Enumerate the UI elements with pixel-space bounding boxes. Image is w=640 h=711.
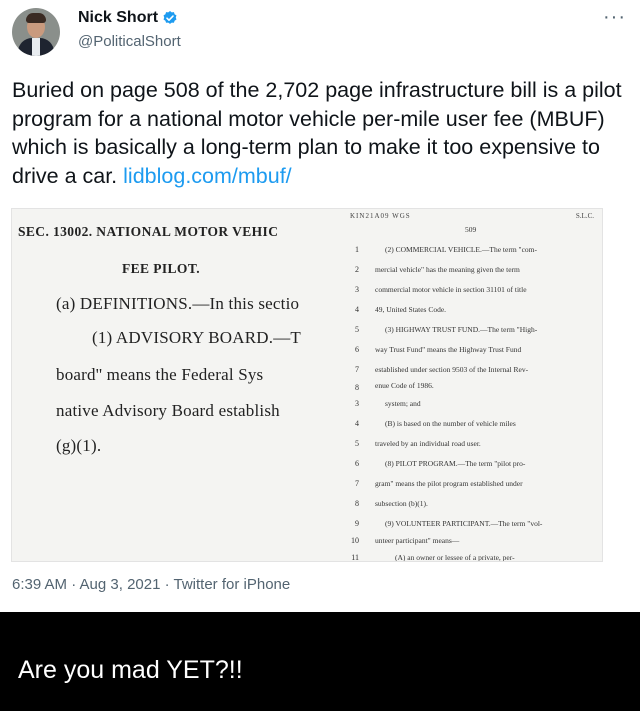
- avatar[interactable]: [12, 8, 60, 56]
- line-number: 3: [355, 285, 359, 294]
- page-number: 509: [465, 225, 477, 234]
- line-number: 11: [351, 553, 359, 562]
- document-left-page: [12, 209, 337, 561]
- document-line: (3) HIGHWAY TRUST FUND.—The term "High-: [385, 325, 538, 334]
- document-line: subsection (b)(1).: [375, 499, 428, 508]
- document-line: (B) is based on the number of vehicle miles: [385, 419, 516, 428]
- author-name[interactable]: Nick Short: [78, 9, 159, 26]
- tweet-body: Buried on page 508 of the 2,702 page infrastructure bill is a pilot program for a national motor vehicle per-mile user fee (MBUF) which is basically a long-term plan to make it too expensive to drive a car.: [12, 78, 622, 188]
- line-number: 10: [351, 536, 359, 545]
- line-number: 5: [355, 325, 359, 334]
- line-number: 8: [355, 499, 359, 508]
- document-line: traveled by an individual road user.: [375, 439, 481, 448]
- document-line: commercial motor vehicle in section 31101 of title: [375, 285, 527, 294]
- line-number: 6: [355, 459, 359, 468]
- more-options-icon[interactable]: ···: [603, 6, 626, 28]
- line-number: 4: [355, 305, 359, 314]
- line-number: 3: [355, 399, 359, 408]
- section-subheading: FEE PILOT.: [122, 261, 201, 276]
- document-line: established under section 9503 of the Internal Rev-: [375, 365, 529, 374]
- document-right-page: [345, 209, 602, 561]
- tweet-text: [12, 76, 622, 190]
- document-line: system; and: [385, 399, 421, 408]
- document-line: (A) an owner or lessee of a private, per-: [395, 553, 515, 562]
- line-number: 4: [355, 419, 359, 428]
- document-line: unteer participant" means—: [375, 536, 460, 545]
- document-line: (8) PILOT PROGRAM.—The term "pilot pro-: [385, 459, 526, 468]
- line-number: 2: [355, 265, 359, 274]
- document-line: (2) COMMERCIAL VEHICLE.—The term "com-: [385, 245, 537, 254]
- document-line: enue Code of 1986.: [375, 381, 434, 390]
- meme-caption: Are you mad YET?!!: [18, 656, 243, 684]
- document-line: (a) DEFINITIONS.—In this sectio: [56, 294, 300, 313]
- page-header-left: KIN21A09 WGS: [350, 212, 411, 220]
- line-number: 7: [355, 365, 359, 374]
- document-line: native Advisory Board establish: [56, 401, 280, 420]
- document-line: (1) ADVISORY BOARD.—T: [92, 328, 301, 347]
- line-number: 8: [355, 383, 359, 392]
- attached-image[interactable]: [11, 208, 603, 562]
- line-number: 1: [355, 245, 359, 254]
- document-line: (9) VOLUNTEER PARTICIPANT.—The term "vol-: [385, 519, 543, 528]
- verified-badge-icon: [162, 10, 178, 26]
- line-number: 9: [355, 519, 359, 528]
- tweet-link[interactable]: lidblog.com/mbuf/: [123, 163, 292, 188]
- document-line: mercial vehicle" has the meaning given the term: [375, 265, 520, 274]
- document-line: board'' means the Federal Sys: [56, 365, 264, 384]
- document-line: 49, United States Code.: [375, 305, 447, 314]
- document-line: (g)(1).: [56, 436, 102, 455]
- line-number: 6: [355, 345, 359, 354]
- line-number: 7: [355, 479, 359, 488]
- section-heading: SEC. 13002. NATIONAL MOTOR VEHIC: [18, 224, 279, 239]
- document-line: gram" means the pilot program established under: [375, 479, 523, 488]
- author-handle[interactable]: @PoliticalShort: [78, 33, 181, 50]
- author-row: [78, 9, 178, 27]
- page-header-right: S.L.C.: [575, 212, 594, 220]
- line-number: 5: [355, 439, 359, 448]
- document-line: way Trust Fund" means the Highway Trust Fund: [375, 345, 522, 354]
- tweet-timestamp[interactable]: 6:39 AM · Aug 3, 2021 · Twitter for iPhone: [12, 576, 291, 593]
